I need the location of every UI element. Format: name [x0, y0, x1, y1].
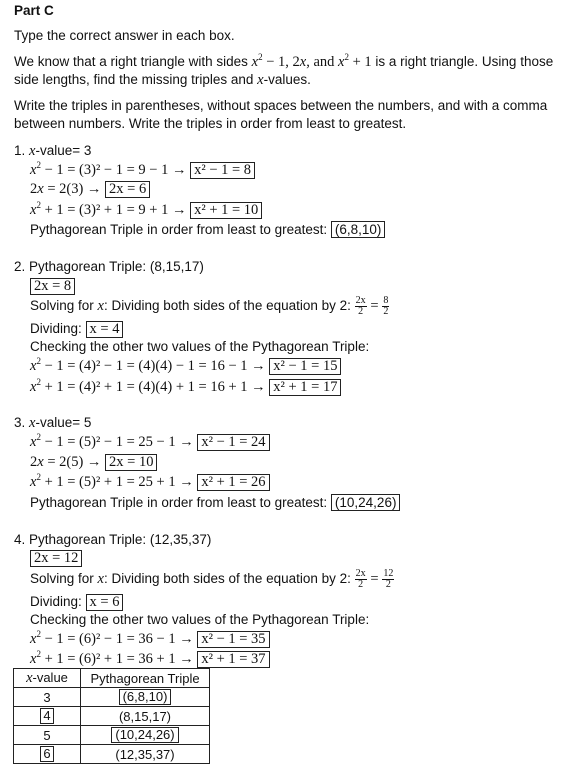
q4-checking: Checking the other two values of the Pythagorean Triple:	[30, 612, 370, 627]
write-instruction: Write the triples in parentheses, without spaces between the numbers, and with a comma between numbers. Write the triples in order from least to greatest.	[14, 98, 548, 131]
q3-line1: $x^2 - 1 = (5)^2 - 1 = 25 - 1 \to x^2 - 1 = 24$	[30, 433, 270, 451]
q3-line2: 2x = 2(5) → 2x = 10	[30, 453, 157, 471]
q1-answer-box-1[interactable]: x² − 1 = 8	[190, 162, 255, 179]
row3-x: 5	[14, 726, 81, 745]
intro-line-1: We know that a right triangle with sides $x^2 - 1$, 2x, and $x^2 + 1$ is a right triangle. Using those	[14, 52, 554, 70]
q4-answer-box-1[interactable]: x² − 1 = 35	[197, 631, 269, 648]
summary-table	[13, 668, 210, 764]
instruction-text: Type the correct answer in each box.	[14, 28, 235, 43]
q4-eq-line	[30, 549, 82, 567]
q4-dividing-box[interactable]: x = 6	[86, 594, 124, 611]
row1-triple-box[interactable]: (6,8,10)	[119, 689, 172, 705]
q2-solving: Solving for x: Dividing both sides of the equation by 2: $\frac{2x}{2}$ = $\frac{8}{2}$	[30, 295, 389, 317]
q4-line1: $x^2 - 1 = (6)^2 - 1 = 36 - 1 \to x^2 - 1 = 35$	[30, 630, 270, 648]
q4-answer-box-2[interactable]: x² + 1 = 37	[197, 651, 269, 668]
table-row	[14, 707, 210, 726]
q3-xvalue: 3. x-value= 5	[14, 415, 92, 431]
q1-line3: $x^2 + 1 = (3)^2 + 1 = 9 + 1 \to x^2 + 1 = 10$	[30, 201, 262, 219]
summary-col-triple: Pythagorean Triple	[81, 669, 210, 688]
row4-triple: (12,35,37)	[81, 745, 210, 764]
summary-col-x: x-value	[14, 669, 81, 688]
row4-x-box[interactable]: 6	[40, 746, 53, 762]
q1-triple: Pythagorean Triple in order from least to greatest: (6,8,10)	[30, 221, 385, 239]
q2-frac-right: $\frac{8}{2}$	[383, 295, 389, 317]
table-row	[14, 688, 210, 707]
q2-frac-left: $\frac{2x}{2}$	[355, 295, 366, 317]
row2-triple: (8,15,17)	[81, 707, 210, 726]
q4-eq-box[interactable]: 2x = 12	[30, 550, 82, 567]
part-title: Part C	[14, 3, 54, 18]
q1-answer-box-3[interactable]: x² + 1 = 10	[190, 202, 262, 219]
table-row	[14, 745, 210, 764]
row1-x: 3	[14, 688, 81, 707]
q3-answer-box-1[interactable]: x² − 1 = 24	[197, 434, 269, 451]
q3-line3: $x^2 + 1 = (5)^2 + 1 = 25 + 1 \to x^2 + 1 = 26$	[30, 473, 270, 491]
q2-line1: $x^2 - 1 = (4)^2 - 1 = (4)(4) - 1 = 16 - 1 \to x^2 - 1 = 15$	[30, 357, 341, 375]
q1-line2: 2x = 2(3) → 2x = 6	[30, 180, 150, 198]
q1-answer-box-2[interactable]: 2x = 6	[105, 181, 150, 198]
q4-solving: Solving for x: Dividing both sides of the equation by 2: $\frac{2x}{2}$ = $\frac{12}{2}$	[30, 568, 394, 590]
q2-dividing: Dividing: x = 4	[30, 320, 123, 338]
q4-dividing: Dividing: x = 6	[30, 593, 123, 611]
q1-triple-box[interactable]: (6,8,10)	[331, 221, 386, 238]
q2-eq-line	[30, 277, 75, 295]
q2-answer-box-1[interactable]: x² − 1 = 15	[269, 358, 341, 375]
q4-line2: $x^2 + 1 = (6)^2 + 1 = 36 + 1 \to x^2 + 1 = 37$	[30, 650, 270, 668]
q3-triple-box[interactable]: (10,24,26)	[331, 494, 401, 511]
q4-frac-right: $\frac{12}{2}$	[383, 568, 394, 590]
intro-line-2: side lengths, find the missing triples and x-values.	[14, 72, 311, 88]
q3-triple: Pythagorean Triple in order from least to greatest: (10,24,26)	[30, 494, 400, 512]
q2-line2: $x^2 + 1 = (4)^2 + 1 = (4)(4) + 1 = 16 + 1 \to x^2 + 1 = 17$	[30, 378, 341, 396]
q2-eq-box[interactable]: 2x = 8	[30, 278, 75, 295]
q3-answer-box-3[interactable]: x² + 1 = 26	[197, 474, 269, 491]
row2-x-box[interactable]: 4	[40, 708, 53, 724]
q2-answer-box-2[interactable]: x² + 1 = 17	[269, 379, 341, 396]
q2-label: 2. Pythagorean Triple: (8,15,17)	[14, 259, 204, 274]
summary-header-row	[14, 669, 210, 688]
q2-checking: Checking the other two values of the Pythagorean Triple:	[30, 339, 370, 354]
q1-xvalue: 1. x-value= 3	[14, 143, 92, 159]
q4-frac-left: $\frac{2x}{2}$	[355, 568, 366, 590]
table-row	[14, 726, 210, 745]
q1-line1: $x^2 - 1 = (3)^2 - 1 = 9 - 1 \to x^2 - 1 = 8$	[30, 161, 255, 179]
q2-dividing-box[interactable]: x = 4	[86, 321, 124, 338]
q3-answer-box-2[interactable]: 2x = 10	[105, 454, 157, 471]
row3-triple-box[interactable]: (10,24,26)	[111, 727, 178, 743]
q4-label: 4. Pythagorean Triple: (12,35,37)	[14, 532, 212, 547]
